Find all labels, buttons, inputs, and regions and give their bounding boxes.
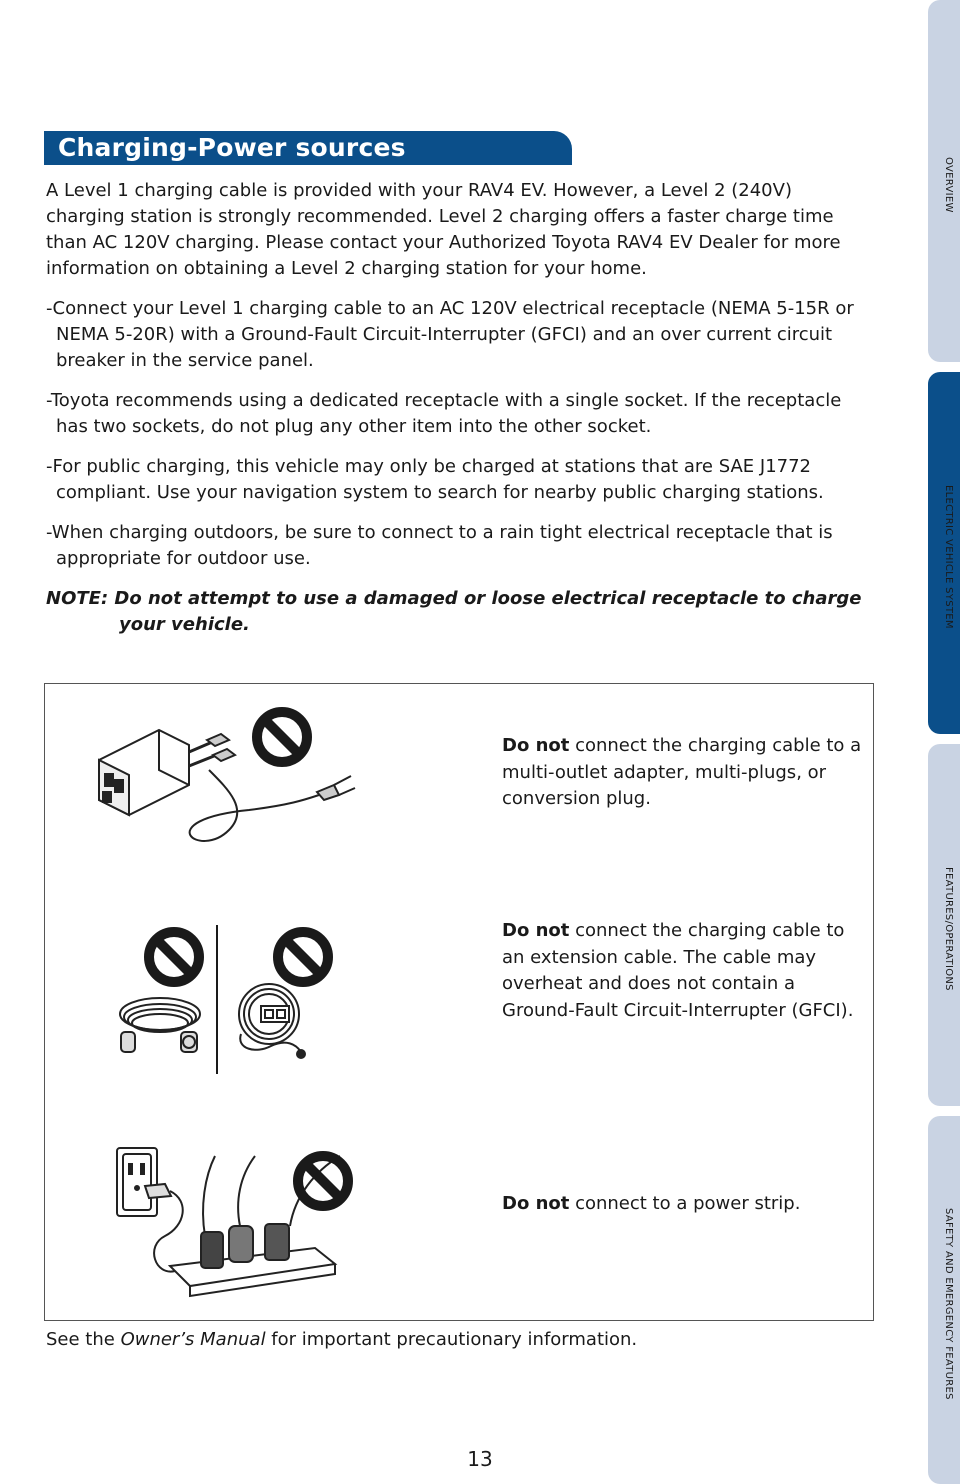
warning-illustrations-box — [44, 683, 874, 1321]
side-tab-label: SAFETY AND EMERGENCY FEATURES — [943, 1208, 954, 1400]
page-number: 13 — [467, 1447, 493, 1471]
cable-reel-illustration — [231, 974, 311, 1064]
body-text — [46, 178, 876, 652]
side-tab-label: ELECTRIC VEHICLE SYSTEM — [943, 485, 954, 629]
multi-outlet-adapter-illustration — [89, 700, 369, 850]
warning-bold: Do not — [502, 920, 570, 941]
side-tab-label: OVERVIEW — [943, 157, 954, 213]
intro-paragraph: A Level 1 charging cable is provided with your RAV4 EV. However, a Level 2 (240V) charging station is strongly recommended. Level 2 charging offers a faster charge time than AC 120V charging. Please contact your Authorized Toyota RAV4 EV Dealer for more information on obtaining a Level 2 charging station for your home. — [46, 180, 841, 279]
warning-bold: Do not — [502, 1193, 570, 1214]
warning-caption-extension-cable: Do not connect the charging cable to an extension cable. The cable may overheat and does not contain a Ground-Fault Circuit-Interrupter (GFCI). — [502, 920, 854, 1021]
manual-title: Owner’s Manual — [120, 1329, 266, 1350]
prohibited-icon — [292, 1150, 354, 1212]
bullet-item: -For public charging, this vehicle may only be charged at stations that are SAE J1772 compliant. Use your navigation system to search for nearby public charging stations. — [46, 456, 824, 503]
bullet-item: -Toyota recommends using a dedicated receptacle with a single socket. If the receptacle has two sockets, do not plug any other item into the other socket. — [46, 390, 842, 437]
prohibited-icon — [143, 926, 205, 988]
note-text: NOTE: Do not attempt to use a damaged or loose electrical receptacle to charge your vehicle. — [46, 588, 862, 635]
section-title: Charging-Power sources — [58, 133, 406, 162]
warning-bold: Do not — [502, 735, 570, 756]
see-owners-manual: See the Owner’s Manual for important precautionary information. — [46, 1329, 638, 1350]
extension-cord-illustration — [115, 984, 215, 1064]
warning-caption-power-strip: Do not connect to a power strip. — [502, 1193, 801, 1214]
prohibited-icon — [251, 706, 313, 768]
section-banner — [44, 131, 572, 165]
side-tab-label: FEATURES/OPERATIONS — [943, 867, 954, 991]
divider-line — [216, 925, 218, 1074]
bullet-item: -When charging outdoors, be sure to connect to a rain tight electrical receptacle that is appropriate for outdoor use. — [46, 522, 833, 569]
bullet-item: -Connect your Level 1 charging cable to an AC 120V electrical receptacle (NEMA 5-15R or NEMA 5-20R) with a Ground-Fault Circuit-Interrupter (GFCI) and an over current circuit breaker in the service panel. — [46, 298, 854, 371]
warning-caption-multi-outlet: Do not connect the charging cable to a multi-outlet adapter, multi-plugs, or conversion plug. — [502, 735, 862, 809]
